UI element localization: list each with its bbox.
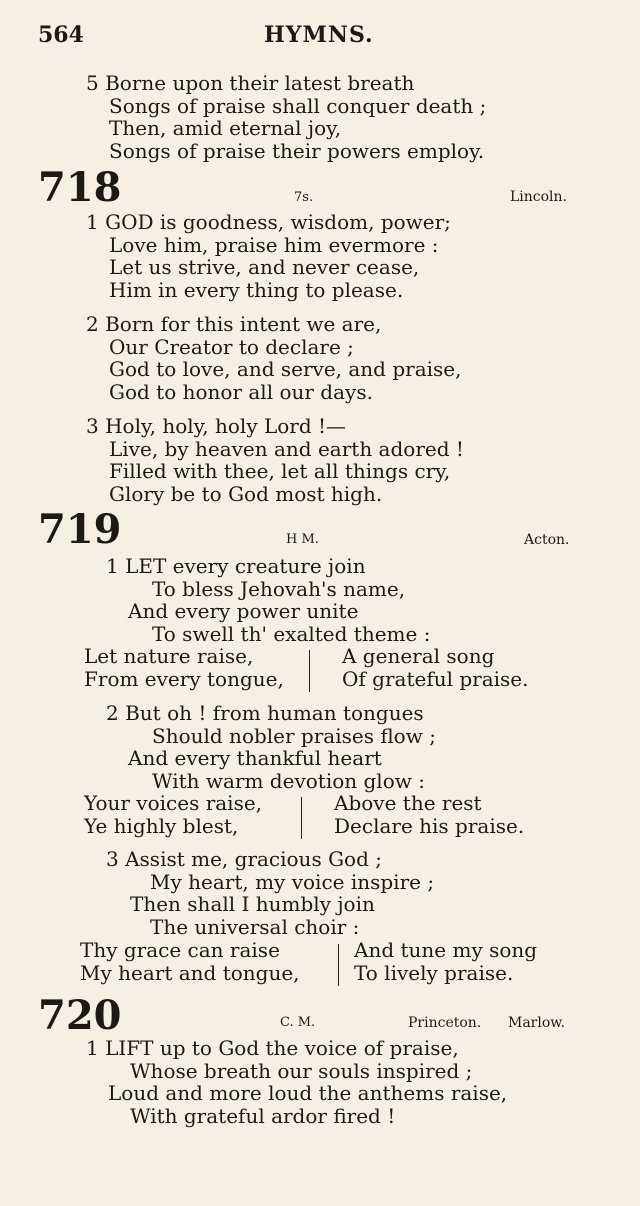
verse-line: Should nobler praises flow ; <box>152 723 436 748</box>
refrain-right <box>342 645 529 690</box>
hymn-tune: Acton. <box>524 532 570 548</box>
verse-line: Whose breath our souls inspired ; <box>130 1058 473 1083</box>
verse-line: LET every creature join <box>125 554 366 578</box>
verse-number: 1 <box>106 554 119 578</box>
stanza <box>86 1037 507 1127</box>
verse-line: Holy, holy, holy Lord !— <box>105 414 347 438</box>
refrain-left <box>80 939 300 984</box>
verse-line: Thy grace can raise <box>80 938 280 962</box>
hymn-number: 719 <box>38 506 122 553</box>
verse-line: Then shall I humbly join <box>130 892 375 917</box>
verse-line: Songs of praise their powers employ. <box>109 138 485 163</box>
hymn-meter: 7s. <box>294 190 314 205</box>
hymn-tune: Marlow. <box>508 1015 566 1031</box>
verse-line: To bless Jehovah's name, <box>152 576 406 601</box>
verse-line: To lively praise. <box>354 960 514 985</box>
verse-line: LIFT up to God the voice of praise, <box>105 1036 459 1060</box>
verse-line: To swell th' exalted theme : <box>152 621 431 646</box>
hymn-meter: H M. <box>286 532 319 547</box>
hymn-number: 718 <box>38 164 122 211</box>
verse-line: Ye highly blest, <box>84 813 239 838</box>
verse-number: 5 <box>86 71 99 95</box>
verse-number: 3 <box>106 847 119 871</box>
refrain-left <box>84 792 262 837</box>
verse-line: Live, by heaven and earth adored ! <box>109 436 464 461</box>
verse-number: 2 <box>106 701 119 725</box>
verse-line: Above the rest <box>334 791 482 815</box>
verse-line: Our Creator to declare ; <box>109 334 354 359</box>
verse-line: Born for this intent we are, <box>105 312 382 336</box>
verse-line: With grateful ardor fired ! <box>130 1103 396 1128</box>
verse-line: And every power unite <box>128 599 359 624</box>
verse-line: The universal choir : <box>150 914 360 939</box>
verse-line: God to honor all our days. <box>109 379 373 404</box>
verse-number: 1 <box>86 210 99 234</box>
verse-line: Filled with thee, let all things cry, <box>109 459 451 484</box>
stanza <box>86 313 461 403</box>
hymn-meter: C. M. <box>280 1015 316 1030</box>
verse-line: And tune my song <box>354 938 538 962</box>
stanza <box>86 211 451 301</box>
verse-line: A general song <box>342 644 495 668</box>
verse-line: Let nature raise, <box>84 644 254 668</box>
hymn-tune: Lincoln. <box>510 189 568 205</box>
verse-line: Love him, praise him evermore : <box>109 232 439 257</box>
hymn-tune: Princeton. <box>408 1015 482 1031</box>
stanza <box>106 555 430 645</box>
verse-line: My heart, my voice inspire ; <box>150 869 435 894</box>
column-divider <box>309 650 310 692</box>
verse-number: 2 <box>86 312 99 336</box>
verse-line: From every tongue, <box>84 666 284 691</box>
column-divider <box>301 797 302 839</box>
verse-number: 3 <box>86 414 99 438</box>
verse-line: Of grateful praise. <box>342 666 529 691</box>
refrain-right <box>334 792 524 837</box>
column-divider <box>338 944 339 986</box>
verse-line: Declare his praise. <box>334 813 525 838</box>
verse-line: Your voices raise, <box>84 791 263 815</box>
verse-line: Glory be to God most high. <box>109 481 383 506</box>
stanza <box>86 415 464 505</box>
verse-line: Him in every thing to please. <box>109 277 404 302</box>
verse-line: But oh ! from human tongues <box>125 701 424 725</box>
verse-number: 1 <box>86 1036 99 1060</box>
verse-line: Let us strive, and never cease, <box>109 255 420 280</box>
verse-line: GOD is goodness, wisdom, power; <box>105 210 451 234</box>
verse-line: Songs of praise shall conquer death ; <box>109 93 487 118</box>
verse-line: Then, amid eternal joy, <box>109 116 342 141</box>
verse-line: God to love, and serve, and praise, <box>109 357 462 382</box>
refrain-left <box>84 645 284 690</box>
prev-stanza <box>86 72 486 162</box>
stanza <box>106 848 434 938</box>
verse-line: Assist me, gracious God ; <box>125 847 382 871</box>
stanza <box>106 702 436 792</box>
verse-line: My heart and tongue, <box>80 960 300 985</box>
refrain-right <box>354 939 537 984</box>
verse-line: And every thankful heart <box>128 746 382 771</box>
verse-line: Loud and more loud the anthems raise, <box>108 1081 508 1106</box>
verse-line: With warm devotion glow : <box>152 768 425 793</box>
verse-line: Borne upon their latest breath <box>105 71 415 95</box>
page-number: 564 <box>38 22 84 48</box>
page-title: HYMNS. <box>264 22 374 48</box>
hymn-number: 720 <box>38 992 122 1039</box>
